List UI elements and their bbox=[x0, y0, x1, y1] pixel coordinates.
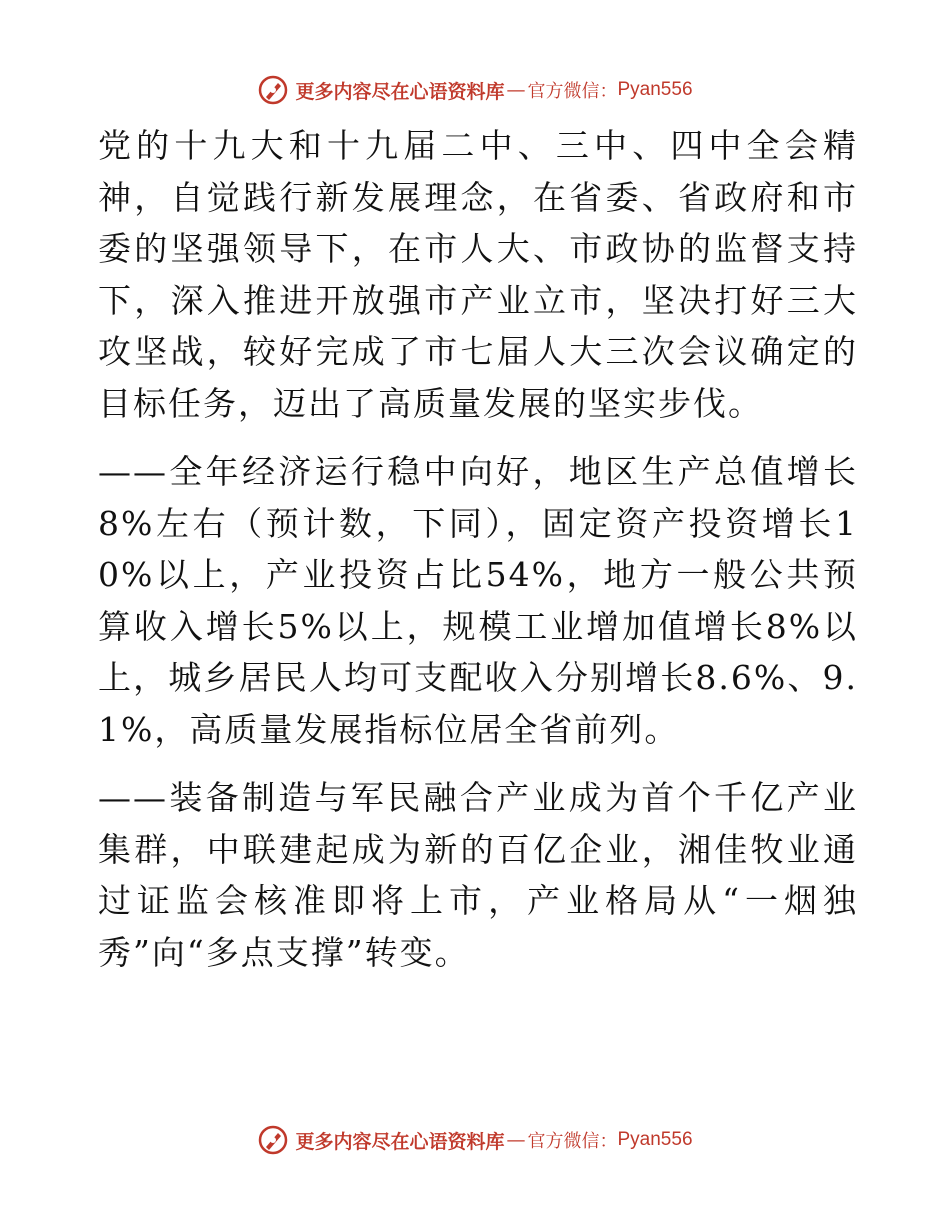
pen-seal-icon bbox=[257, 74, 289, 106]
pen-seal-icon bbox=[257, 1124, 289, 1156]
banner-site-text: 更多内容尽在心语资料库 bbox=[295, 80, 505, 103]
paragraph-3: ——装备制造与军民融合产业成为首个千亿产业集群，中联建起成为新的百亿企业，湘佳牧业通过证监会核准即将上市，产业格局从“一烟独秀”向“多点支撑”转变。 bbox=[98, 778, 858, 972]
banner-dash: — bbox=[506, 79, 526, 101]
banner-dash: — bbox=[506, 1129, 526, 1151]
paragraph-1: 党的十九大和十九届二中、三中、四中全会精神，自觉践行新发展理念，在省委、省政府和市委的坚强领导下，在市人大、市政协的监督支持下，深入推进开放强市产业立市，坚决打好三大攻坚战，较好完成了市七届人大三次会议确定的目标任务，迈出了高质量发展的坚实步伐。 bbox=[98, 126, 858, 423]
banner-wechat-label: 官方微信： bbox=[527, 81, 618, 102]
footer-watermark-banner bbox=[0, 1120, 950, 1160]
document-body bbox=[98, 120, 858, 978]
header-watermark-banner bbox=[0, 70, 950, 110]
paragraph-2: ——全年经济运行稳中向好，地区生产总值增长8%左右（预计数，下同），固定资产投资增长10%以上，产业投资占比54%，地方一般公共预算收入增长5%以上，规模工业增加值增长8%以上，城乡居民人均可支配收入分别增长8.6%、9.1%，高质量发展指标位居全省前列。 bbox=[98, 452, 858, 749]
banner-wechat-id: Pyan556 bbox=[617, 79, 693, 100]
banner-wechat-label: 官方微信： bbox=[527, 1131, 618, 1152]
banner-wechat-id: Pyan556 bbox=[617, 1129, 693, 1150]
banner-site-text: 更多内容尽在心语资料库 bbox=[295, 1130, 505, 1153]
